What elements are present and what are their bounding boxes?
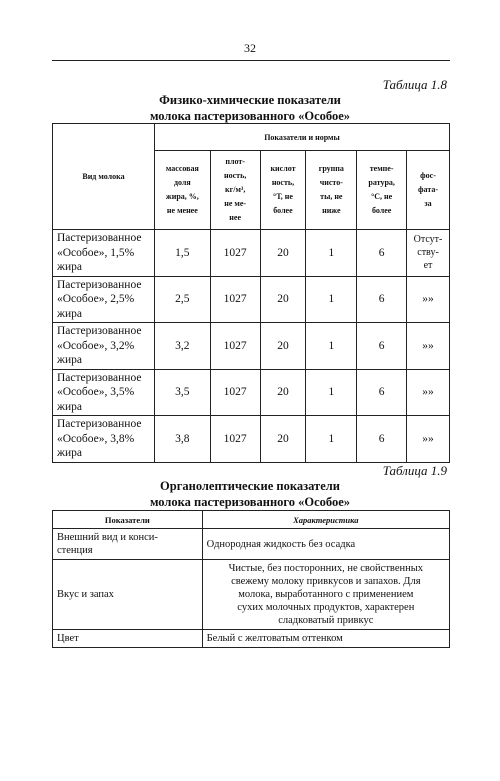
value-cell: 6 [357,276,407,323]
phosphatase-header [407,151,450,230]
phosphatase-cell [407,416,450,463]
value-cell: 1027 [210,230,260,277]
product-name-line: «Особое», 3,8% [57,432,135,445]
header-line: фос- [420,171,436,180]
indicators-group-header: Показатели и нормы [154,124,449,151]
product-name-cell [53,323,155,370]
phosphatase-cell [407,323,450,370]
header-line: более [371,206,392,215]
value-cell: 1 [306,230,357,277]
header-rule [52,60,450,61]
product-name-line: «Особое», 2,5% [57,293,135,305]
value-cell: 1 [306,276,357,323]
indicator-line: Вкус и запах [57,589,114,600]
table-row [53,630,450,648]
value-cell: 1027 [210,323,260,370]
header-line: доля [173,178,191,187]
table-row [53,560,450,630]
characteristic-cell [202,560,449,630]
product-name-line: «Особое», 3,2% [57,339,135,352]
value-cell: 6 [357,230,407,277]
product-name-line: жира [57,400,82,413]
value-cell: 6 [357,369,407,416]
indicator-line: Внешний вид и конси- [57,532,158,543]
phosphatase-line: »» [422,432,434,445]
characteristic-line: Чистые, без посторонних, не свойственных [228,563,424,574]
phosphatase-line: ству- [417,247,439,259]
value-cell: 20 [260,323,306,370]
product-name-cell [53,230,155,277]
phosphatase-line: Отсут- [413,234,443,246]
value-cell: 1 [306,369,357,416]
phosphatase-cell [407,230,450,277]
header-line: ность, [224,171,247,180]
indicator-line: Цвет [57,633,79,644]
table-row [53,230,450,277]
value-cell: 2,5 [154,276,210,323]
value-cell: 1027 [210,369,260,416]
header-line: ность, [271,178,295,187]
table-1-9-label: Таблица 1.9 [382,463,447,478]
phosphatase-cell [407,276,450,323]
indicator-cell [53,529,203,560]
value-cell: 1,5 [154,230,210,277]
header-line: фата- [418,185,439,194]
value-cell: 3,8 [154,416,210,463]
header-line: за [424,199,432,208]
table-1-8-title-line1: Физико-химические показатели [159,93,341,107]
header-line: °Т, не [273,192,293,201]
table-row [53,369,450,416]
product-name-cell [53,369,155,416]
phosphatase-line: »» [422,339,434,352]
indicator-cell [53,560,203,630]
temperature-header [357,151,407,230]
table-row [53,416,450,463]
value-cell: 6 [357,323,407,370]
purity-group-header [306,151,357,230]
header-line: не менее [166,206,198,215]
phosphatase-line: »» [422,293,434,306]
header-line: чисто- [319,178,343,187]
header-line: плот- [225,157,245,166]
indicator-cell [53,630,203,648]
organoleptic-table [52,510,450,648]
page-number: 32 [244,41,256,55]
characteristic-cell [202,529,449,560]
value-cell: 6 [357,416,407,463]
product-name-line: жира [57,261,82,273]
table-row [53,529,450,560]
characteristic-column-header: Характеристика [202,511,449,529]
value-cell: 3,5 [154,369,210,416]
characteristic-cell [202,630,449,648]
indicator-line: стенция [57,545,93,556]
product-name-line: Пастеризованное [57,371,142,384]
header-line: ты, не [320,192,343,201]
header-line: не ме- [224,199,247,208]
header-line: группа [318,164,344,173]
product-name-line: жира [57,354,82,366]
phosphatase-cell [407,369,450,416]
physico-chemical-table [52,123,450,463]
value-cell: 20 [260,276,306,323]
characteristic-line: сухих молочных продуктов, характерен [237,602,415,613]
fat-fraction-header [154,151,210,230]
header-line: кг/м³, [225,185,246,194]
value-cell: 1 [306,416,357,463]
table-1-9-title-line2: молока пастеризованного «Особое» [149,495,351,509]
product-name-line: Пастеризованное [57,418,142,430]
product-name-line: «Особое», 3,5% [57,386,135,398]
product-name-line: жира [57,307,82,320]
table-1-9-title [0,478,500,510]
value-cell: 1 [306,323,357,370]
header-line: массовая [165,164,199,173]
product-name-line: Пастеризованное [57,325,142,337]
product-name-cell [53,416,155,463]
characteristic-line: свежему молоку привкусов и запахов. Для [231,576,421,587]
header-line: ратура, [368,178,395,187]
value-cell: 3,2 [154,323,210,370]
density-header [210,151,260,230]
product-name-line: Пастеризованное [57,232,142,244]
value-cell: 20 [260,369,306,416]
product-name-cell [53,276,155,323]
characteristic-line: Белый с желтоватым оттенком [206,633,343,644]
acidity-header [260,151,306,230]
table-1-8-title-line2: молока пастеризованного «Особое» [149,109,351,123]
table-1-8-label: Таблица 1.8 [382,77,447,92]
product-column-header: Вид молока [53,124,155,230]
header-line: темпе- [369,164,394,173]
product-name-line: «Особое», 1,5% [57,246,135,259]
header-line: ниже [322,206,341,215]
header-line: кислот [270,164,296,173]
characteristic-line: молока, выработанного с применением [238,589,414,600]
product-name-line: Пастеризованное [57,278,142,291]
header-line: более [273,206,293,215]
product-name-line: жира [57,447,82,459]
table-1-8-title [0,92,500,124]
table-row [53,323,450,370]
header-line: жира, %, [165,192,199,201]
table-row [53,276,450,323]
value-cell: 20 [260,230,306,277]
phosphatase-line: ет [423,260,433,272]
header-line: нее [229,213,242,222]
phosphatase-line: »» [422,386,434,399]
value-cell: 1027 [210,276,260,323]
characteristic-line: Однородная жидкость без осадка [206,538,356,550]
header-line: °С, не [371,192,393,201]
value-cell: 20 [260,416,306,463]
indicator-column-header: Показатели [53,511,203,529]
table-1-9-title-line1: Органолептические показатели [160,479,340,493]
value-cell: 1027 [210,416,260,463]
characteristic-line: сладковатый привкус [278,615,374,626]
